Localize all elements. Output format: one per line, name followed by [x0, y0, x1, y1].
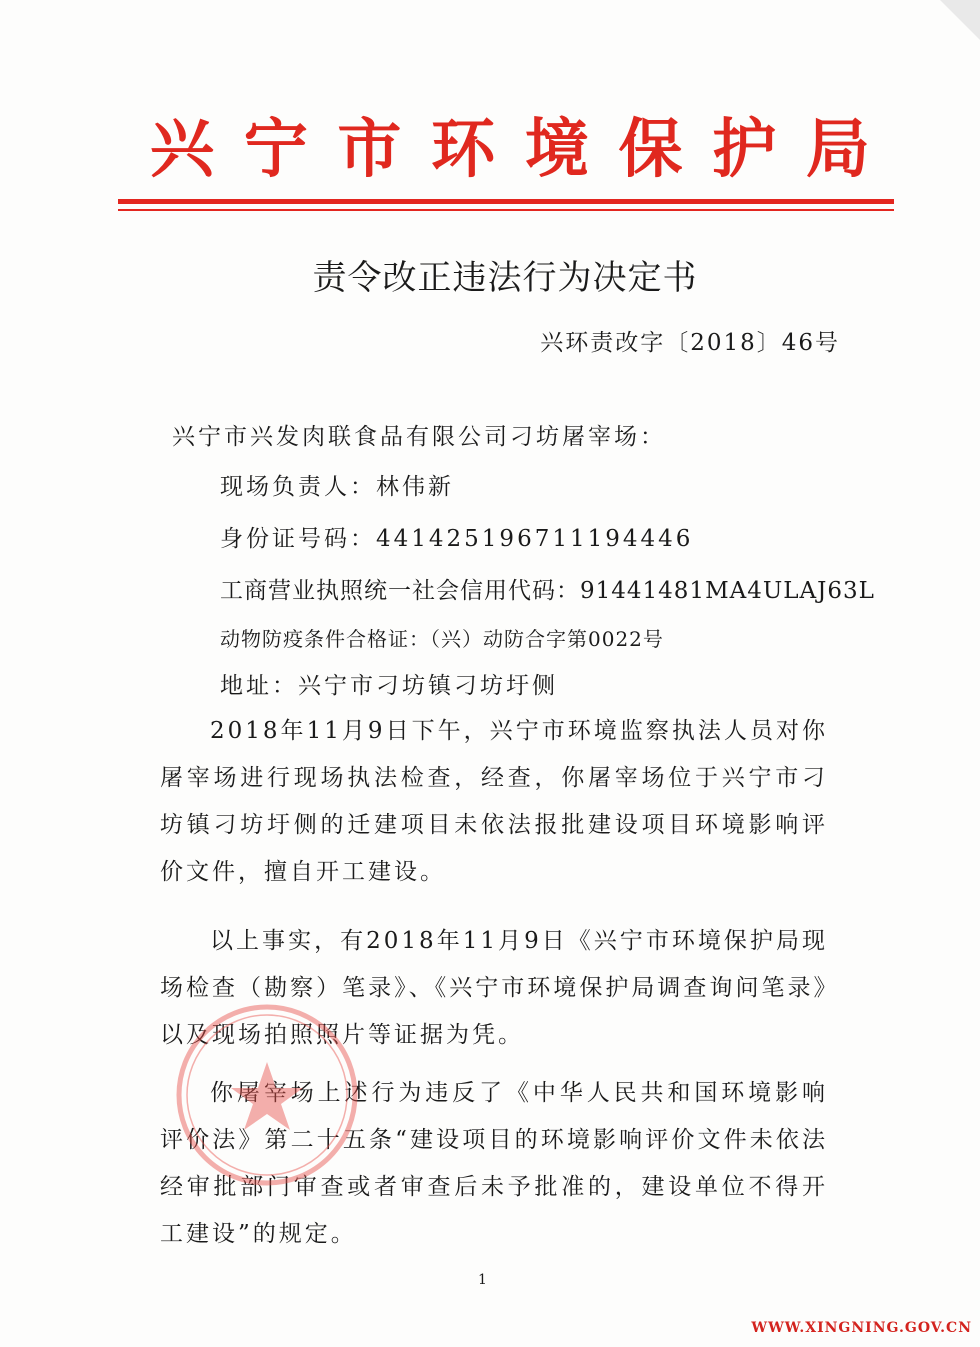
body-paragraph-3: 你屠宰场上述行为违反了《中华人民共和国环境影响评价法》第二十五条“建设项目的环境影响评价文件未依法经审批部门审查或者审查后未予批准的，建设单位不得开工建设”的规定。	[160, 1080, 828, 1247]
site-watermark: WWW.XINGNING.GOV.CN	[751, 1320, 972, 1336]
letterhead-char: 局	[805, 112, 870, 187]
letterhead-char: 宁	[243, 112, 308, 187]
letterhead-char: 环	[431, 112, 496, 187]
address: 地址：兴宁市刁坊镇刁坊圩侧	[220, 673, 558, 699]
body-paragraph-1: 2018年11月9日下午，兴宁市环境监察执法人员对你屠宰场进行现场执法检查，经查，你屠宰场位于兴宁市刁坊镇刁坊圩侧的迁建项目未依法报批建设项目环境影响评价文件，擅自开工建设。	[160, 718, 828, 885]
letterhead-char: 护	[712, 112, 777, 187]
letterhead-char: 兴	[150, 112, 214, 187]
letterhead-org-name	[150, 112, 870, 187]
quarantine-cert: 动物防疫条件合格证：（兴）动防合字第0022号	[220, 627, 664, 651]
body-paragraph-2: 以上事实，有2018年11月9日《兴宁市环境保护局现场检查（勘察）笔录》、《兴宁市环境保护局调查询问笔录》以及现场拍照照片等证据为凭。	[160, 928, 828, 1048]
recipient-name: 兴宁市兴发肉联食品有限公司刁坊屠宰场：	[172, 424, 666, 450]
letterhead-rule-thick	[118, 199, 894, 204]
letterhead-char: 境	[524, 112, 589, 187]
page-number: 1	[478, 1272, 487, 1288]
page-corner-fold	[940, 0, 980, 40]
document-number: 兴环责改字〔2018〕46号	[540, 330, 840, 356]
letterhead-rule-thin	[118, 209, 894, 211]
id-number: 身份证号码：441425196711194446	[220, 526, 694, 552]
person-in-charge: 现场负责人：林伟新	[220, 474, 454, 500]
letterhead-char: 市	[337, 112, 402, 187]
document-title: 责令改正违法行为决定书	[312, 258, 698, 298]
official-seal-stamp	[172, 1000, 362, 1190]
credit-code: 工商营业执照统一社会信用代码：91441481MA4ULAJ63L	[220, 578, 875, 604]
letterhead-char: 保	[618, 112, 683, 187]
